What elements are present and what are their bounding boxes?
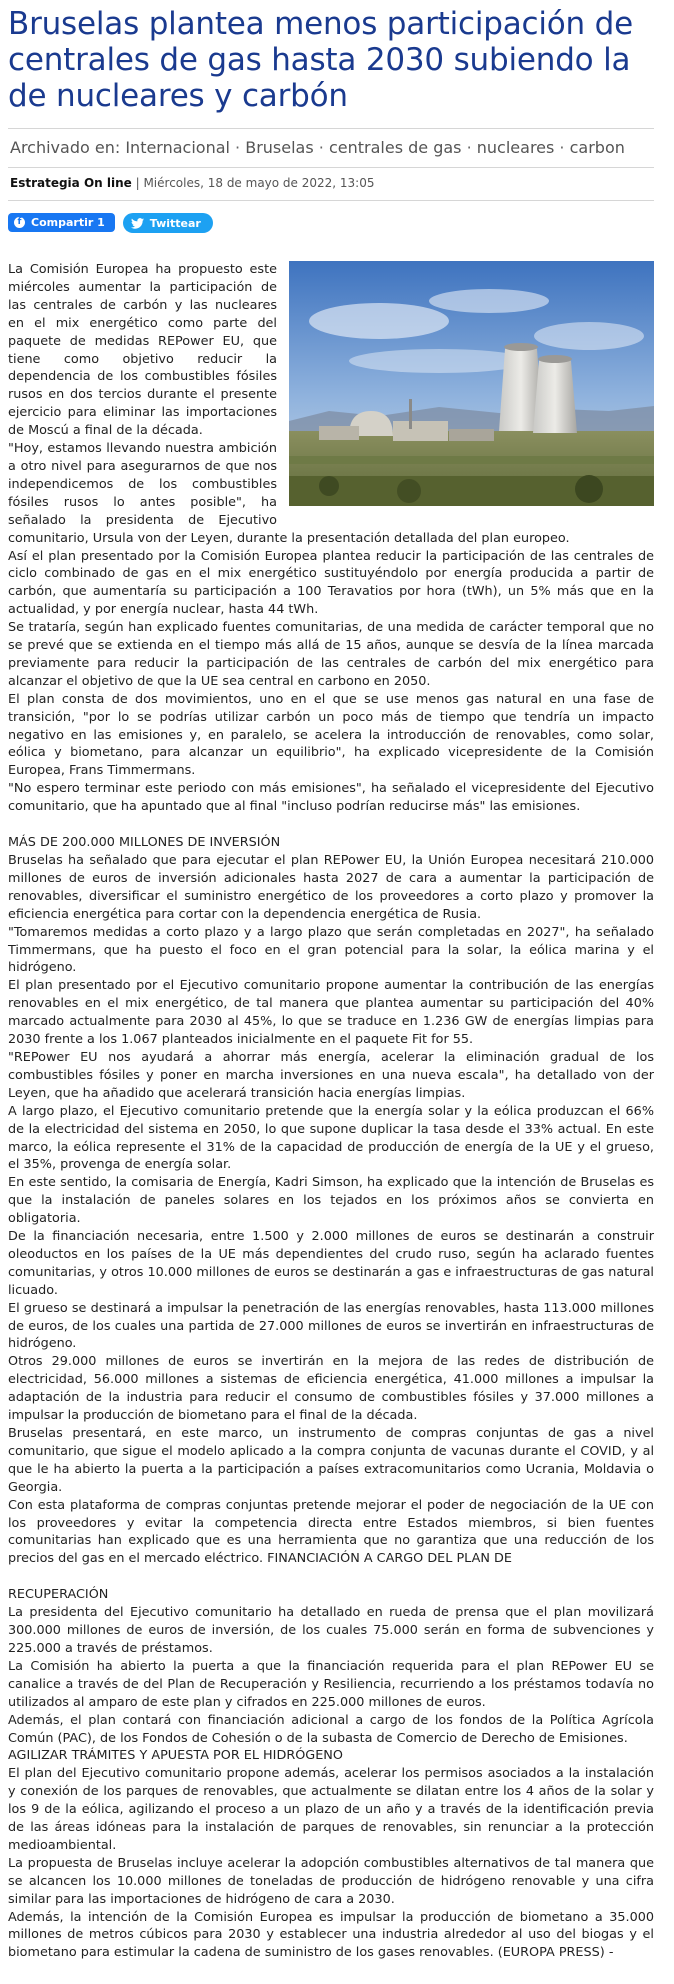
paragraph: Bruselas ha señalado que para ejecutar el plan REPower EU, la Unión Europea necesitará 210.000 millones de euros de inversión adicionales hasta 2027 de cara a aumentar la participación de renovables, diversificar el suministro energético de los proveedores a corto plazo y promover la eficiencia energética para cortar con la dependencia energética de Rusia. xyxy=(8,853,654,922)
paragraph: De la financiación necesaria, entre 1.500 y 2.000 millones de euros se destinarán a construir oleoductos en los países de la UE más dependientes del crudo ruso, según ha aclarado fuentes comunitarias, y otros 10.000 millones de euros se destinarán a gas e infraestructuras de gas natural licuado. xyxy=(8,1229,654,1298)
paragraph: El grueso se destinará a impulsar la penetración de las energías renovables, hasta 113.000 millones de euros, de los cuales una partida de 27.000 millones de euros se invertirán en infraestructuras de hidrógeno. xyxy=(8,1300,654,1352)
paragraph: El plan del Ejecutivo comunitario propone además, acelerar los permisos asociados a la instalación y conexión de los parques de renovables, que actualmente se dilatan entre los 4 años de la solar y los 9 de la eólica, agilizando el proceso a un plazo de un año y a través de la identificación previa de las áreas idóneas para la instalación de parques de renovables, sin renunciar a la protección medioambiental. xyxy=(8,1766,654,1853)
paragraph: El plan presentado por el Ejecutivo comunitario propone aumentar la contribución de las energías renovables en el mix energético, de tal manera que plantea aumentar su participación del 40% marcado actualmente para 2030 al 45%, lo que se traduce en 1.236 GW de energías limpias para 2030 frente a los 1.067 planteados inicialmente en el paquete Fit for 55. xyxy=(8,978,654,1048)
paragraph: Además, la intención de la Comisión Europea es impulsar la producción de biometano a 35.000 millones de metros cúbicos para 2030 y establecer una industria alrededor al uso del biogas y el biometano para estimular la cadena de suministro de los gases renovables. (EUROPA PRESS) - xyxy=(8,1909,654,1961)
paragraph: La Comisión ha abierto la puerta a que la financiación requerida para el plan REPower EU se canalice a través de del Plan de Recuperación y Resiliencia, recurriendo a los préstamos todavía no utilizados al amparo de este plan y cifrados en 225.000 millones de euros. xyxy=(8,1658,654,1710)
recovery-section xyxy=(8,1586,654,1962)
paragraph: "No espero terminar este periodo con más emisiones", ha señalado el vicepresidente del Ejecutivo comunitario, que ha apuntado que al final "incluso podrían reducirse más" las emisiones. xyxy=(8,781,654,815)
facebook-icon: f xyxy=(14,217,25,228)
article-body xyxy=(8,261,654,1962)
facebook-share-count: 1 xyxy=(97,216,105,229)
section-heading: RECUPERACIÓN xyxy=(8,1587,109,1603)
twitter-share-button[interactable] xyxy=(123,213,213,233)
paragraph: "REPower EU nos ayudará a ahorrar más energía, acelerar la eliminación gradual de los combustibles fósiles y poner en marcha inversiones en una nueva escala", ha detallado von der Leyen, que ha añadido que acelerará transición hacia energías limpias. xyxy=(8,1049,654,1101)
tag-link[interactable]: Internacional xyxy=(125,138,230,157)
paragraph: Así el plan presentado por la Comisión Europea plantea reducir la participación de las centrales de ciclo combinado de gas en el mix energético sustituyéndolo por energía producida a partir de carbón, que aumentaría su participación a 100 Teravatios por hora (tWh), un 5% más que en la actualidad, y por energía nuclear, hasta 44 tWh. xyxy=(8,548,654,618)
archived-tags: Archivado en: Internacional · Bruselas · centrales de gas · nucleares · carbon xyxy=(10,138,625,157)
paragraph: Se trataría, según han explicado fuentes comunitarias, de una medida de carácter temporal que no se prevé que se extienda en el tiempo más allá de 15 años, aunque se desvía de la línea marcada previamente para reducir la participación de las centrales de carbón del mix energético para alcanzar el objetivo de que la UE sea central en carbono en 2050. xyxy=(8,620,654,689)
section-heading: MÁS DE 200.000 MILLONES DE INVERSIÓN xyxy=(8,835,281,851)
section-heading: AGILIZAR TRÁMITES Y APUESTA POR EL HIDRÓGENO xyxy=(8,1748,343,1764)
tag-link[interactable]: carbon xyxy=(569,138,625,157)
paragraph: Otros 29.000 millones de euros se invertirán en la mejora de las redes de distribución de electricidad, 56.000 millones a sistemas de eficiencia energética, 41.000 millones a impulsar la adaptación de la industria para reducir el consumo de combustibles fósiles y 37.000 millones a impulsar la producción de biometano para el final de la década. xyxy=(8,1354,654,1424)
paragraph: A largo plazo, el Ejecutivo comunitario pretende que la energía solar y la eólica produzcan el 66% de la electricidad del sistema en 2050, lo que supone duplicar la tasa desde el 33% actual. En este marco, la eólica represente el 31% de la capacidad de producción de energía de la UE y el grueso, el 35%, provenga de energía solar. xyxy=(8,1103,654,1173)
paragraph: La Comisión Europea ha propuesto este miércoles aumentar la participación de las centrales de carbón y las nucleares en el mix energético como parte del paquete de medidas REPower EU, que tiene como objetivo reducir la dependencia de los combustibles fósiles rusos en dos tercios durante el presente ejercicio para eliminar las importaciones de Moscú a final de la década. xyxy=(8,262,277,439)
tag-link[interactable]: Bruselas xyxy=(245,138,314,157)
twitter-share-label: Twittear xyxy=(149,216,201,230)
publish-date: Miércoles, 18 de mayo de 2022, 13:05 xyxy=(143,176,375,190)
paragraph: "Hoy, estamos llevando nuestra ambición a otro nivel para asegurarnos de que nos independicemos de los combustibles fósiles rusos lo antes posible", ha señalado la presidenta de Ejecutivo comunitario, Ursula von der Leyen, durante la presentación detallada del plan europeo. xyxy=(8,441,570,546)
author: Estrategia On line xyxy=(10,176,132,190)
paragraph: Bruselas presentará, en este marco, un instrumento de compras conjuntas de gas a nivel comunitario, que sigue el modelo aplicado a la compra conjunta de vacunas durante el COVID, y al que le ha abierto la puerta a la participación a países extracomunitarios como Ucrania, Moldavia o Georgia. xyxy=(8,1426,654,1495)
paragraph: En este sentido, la comisaria de Energía, Kadri Simson, ha explicado que la intención de Bruselas es que la instalación de paneles solares en los tejados en los próximos años se convierta en obligatoria. xyxy=(8,1175,654,1227)
divider xyxy=(8,200,654,201)
tag-link[interactable]: centrales de gas xyxy=(328,138,462,157)
paragraph: Además, el plan contará con financiación adicional a cargo de los fondos de la Política Agrícola Común (PAC), de los Fondos de Cohesión o de la subasta de Comercio de Derecho de Emisiones. xyxy=(8,1712,654,1746)
nuclear-plant-photo xyxy=(289,261,654,506)
facebook-share-label: Compartir xyxy=(31,216,94,229)
paragraph: "Tomaremos medidas a corto plazo y a largo plazo que serán completadas en 2027", ha señalado Timmermans, que ha puesto el foco en el gran potencial para la solar, la eólica marina y el hidrógeno. xyxy=(8,924,654,976)
article-container xyxy=(0,6,660,1962)
tag-link[interactable]: nucleares xyxy=(476,138,555,157)
paragraph: La presidenta del Ejecutivo comunitario ha detallado en rueda de prensa que el plan movilizará 300.000 millones de euros de inversión, de los cuales 75.000 serán en forma de subvenciones y 225.000 a través de préstamos. xyxy=(8,1605,654,1656)
archived-label: Archivado en: xyxy=(10,138,121,157)
twitter-bird-icon xyxy=(131,218,144,229)
paragraph: La propuesta de Bruselas incluye acelerar la adopción combustibles alternativos de tal manera que se alcancen los 10.000 millones de toneladas de producción de hidrógeno renovable y una cifra similar para las importaciones de hidrógeno de cara a 2030. xyxy=(8,1855,654,1907)
paragraph: Con esta plataforma de compras conjuntas pretende mejorar el poder de negociación de la UE con los proveedores y evitar la competencia directa entre Estados miembros, si bien fuentes comunitarias han explicado que es una herramienta que no garantiza que una reducción de los precios del gas en el mercado eléctrico. FINANCIACIÓN A CARGO DEL PLAN DE xyxy=(8,1497,654,1567)
paragraph: El plan consta de dos movimientos, uno en el que se use menos gas natural en una fase de transición, "por lo se podrías utilizar carbón un poco más de tiempo que tendría un impacto negativo en las emisiones y, en paralelo, se acelera la introducción de renovables, como solar, eólica y biometano, para alcanzar un equilibrio", ha explicado vicepresidente de la Comisión Europea, Frans Timmermans. xyxy=(8,691,654,779)
byline: Estrategia On line | Miércoles, 18 de mayo de 2022, 13:05 xyxy=(10,176,375,190)
investment-section xyxy=(8,834,654,1568)
article-title: Bruselas plantea menos participación de centrales de gas hasta 2030 subiendo la de nucleares y carbón xyxy=(8,6,633,114)
facebook-share-button[interactable] xyxy=(8,213,115,232)
share-bar xyxy=(8,213,654,233)
